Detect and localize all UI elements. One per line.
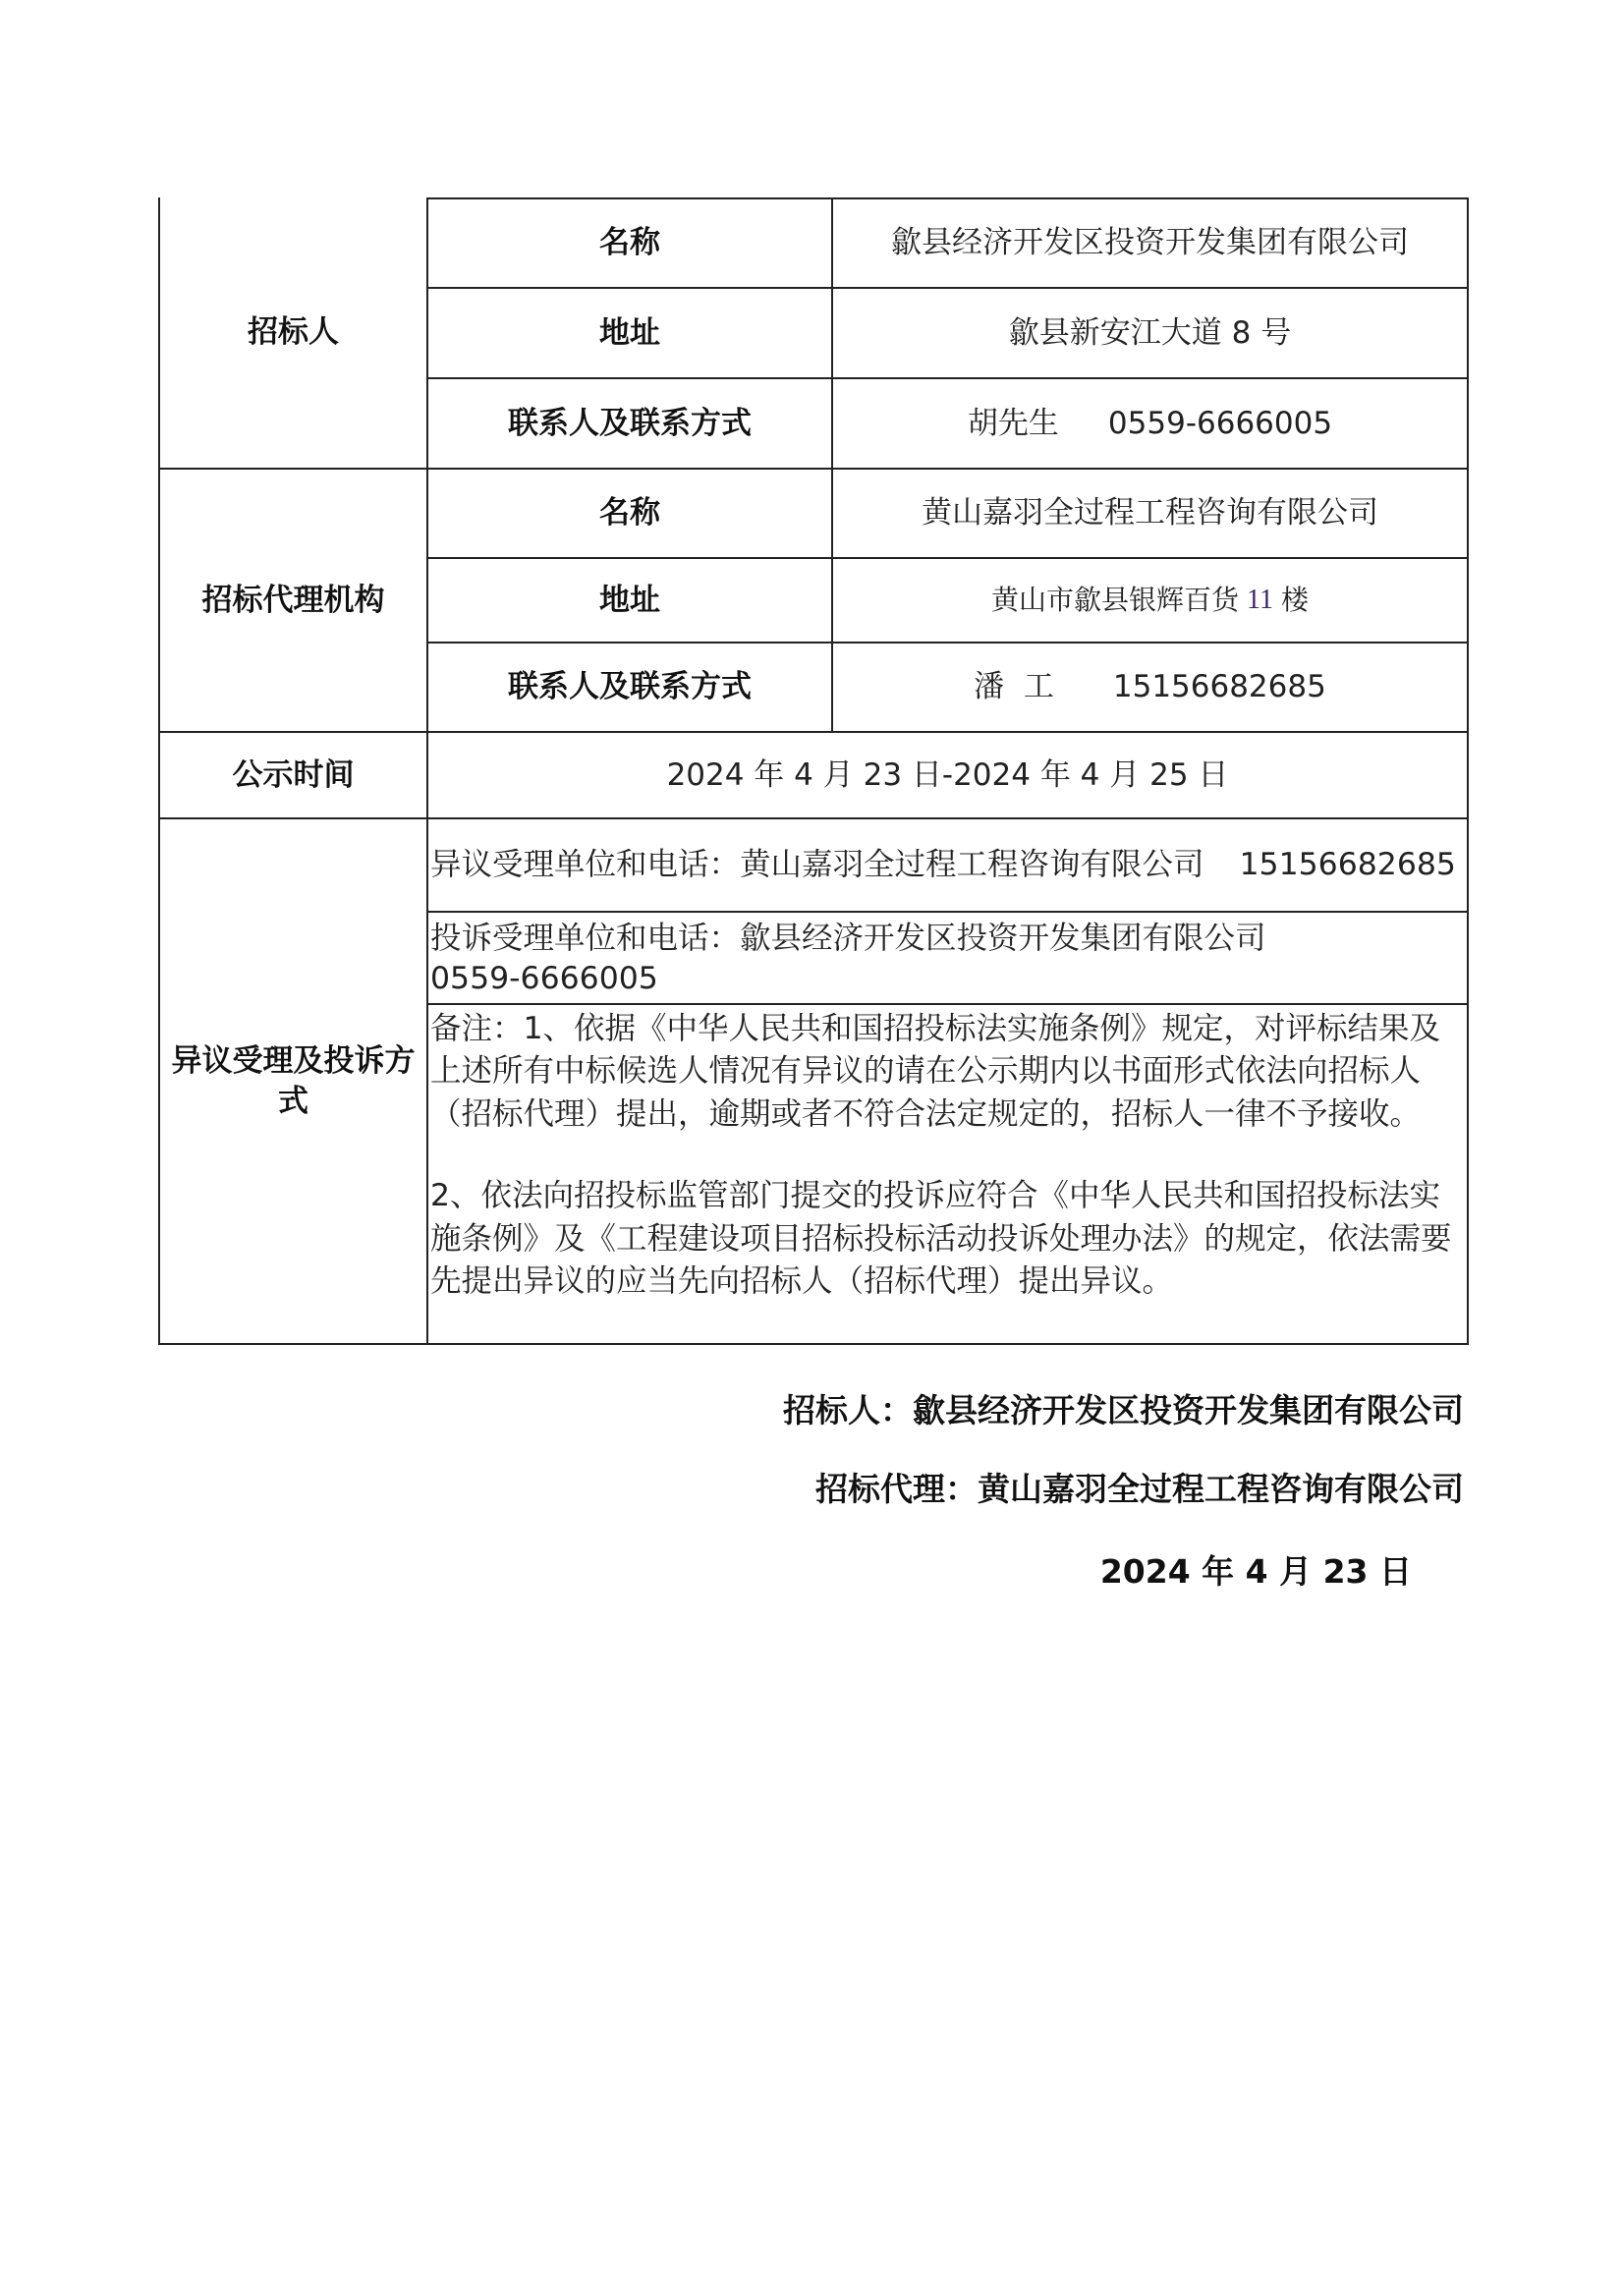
field-value: 黄山市歙县银辉百货: [991, 583, 1240, 616]
remark-1: 备注：1、依据《中华人民共和国招投标法实施条例》规定，对评标结果及上述所有中标候选人情况有异议的请在公示期内以书面形式依法向招标人（招标代理）提出，逾期或者不符合法定规定的，招标人一律不予接收。: [430, 1011, 1441, 1132]
field-value: 黄山嘉羽全过程工程咨询有限公司: [922, 495, 1378, 532]
tenderer-label-text: 招标人: [248, 314, 339, 351]
field-label: 联系人及联系方式: [508, 405, 752, 441]
agency-label-text: 招标代理机构: [201, 582, 385, 618]
field-value: 歙县新安江大道 8 号: [1008, 314, 1292, 351]
signature-date: [1100, 1546, 1412, 1593]
field-label: 地址: [599, 314, 660, 351]
agency-contact-value: [831, 642, 1469, 731]
agency-name-field: [426, 468, 831, 557]
complaint-unit: 投诉受理单位和电话：歙县经济开发区投资开发集团有限公司: [430, 921, 1266, 957]
agency-address-value: [831, 557, 1469, 642]
publicity-period: 2024 年 4 月 23 日-2024 年 4 月 25 日: [666, 756, 1229, 793]
signature-agency: [815, 1464, 1464, 1510]
contact-name: 胡先生: [967, 405, 1059, 441]
signature-tenderer: [783, 1385, 1464, 1431]
tenderer-name-value: [831, 197, 1469, 287]
objection-unit-row: [426, 817, 1469, 911]
contact-name: 潘 工: [974, 669, 1054, 705]
bid-result-table: [158, 197, 1469, 1345]
remark-2: 2、依法向招投标监管部门提交的投诉应符合《中华人民共和国招投标法实施条例》及《工程建设项目招标投标活动投诉处理办法》的规定，依法需要先提出异议的应当先向招标人（招标代理）提出异议。: [430, 1178, 1452, 1300]
signature-agency-text: 招标代理：黄山嘉羽全过程工程咨询有限公司: [815, 1470, 1464, 1508]
signature-date-text: 2024 年 4 月 23 日: [1099, 1552, 1412, 1591]
tenderer-name-field: [426, 197, 831, 287]
objection-section-label: [158, 817, 426, 1345]
objection-label-text: 异议受理及投诉方式: [171, 1043, 416, 1119]
field-label: 名称: [599, 225, 660, 261]
field-value-suffix: 楼: [1280, 583, 1309, 616]
contact-phone: 15156682685: [1112, 669, 1326, 705]
tenderer-contact-field: [426, 377, 831, 468]
agency-address-field: [426, 557, 831, 642]
agency-section-label: [158, 468, 426, 731]
contact-phone: 0559-6666005: [1107, 405, 1333, 441]
remarks-row: [426, 1003, 1469, 1345]
objection-phone: 15156682685: [1239, 847, 1456, 883]
objection-unit: 异议受理单位和电话：黄山嘉羽全过程工程咨询有限公司: [430, 847, 1204, 883]
tenderer-address-field: [426, 287, 831, 377]
publicity-label-text: 公示时间: [232, 756, 355, 793]
complaint-unit-row: [426, 911, 1469, 1003]
tenderer-contact-value: [831, 377, 1469, 468]
agency-contact-field: [426, 642, 831, 731]
field-label: 联系人及联系方式: [508, 669, 752, 705]
floor-number: 11: [1247, 584, 1273, 615]
field-label: 地址: [599, 582, 660, 618]
field-value: 歙县经济开发区投资开发集团有限公司: [891, 225, 1409, 261]
complaint-phone: 0559-6666005: [430, 961, 658, 996]
agency-name-value: [831, 468, 1469, 557]
signature-tenderer-text: 招标人：歙县经济开发区投资开发集团有限公司: [783, 1391, 1464, 1429]
publicity-label: [158, 731, 426, 817]
tenderer-address-value: [831, 287, 1469, 377]
publicity-period-value: [426, 731, 1469, 817]
field-label: 名称: [599, 495, 660, 532]
tenderer-section-label: [158, 197, 426, 468]
